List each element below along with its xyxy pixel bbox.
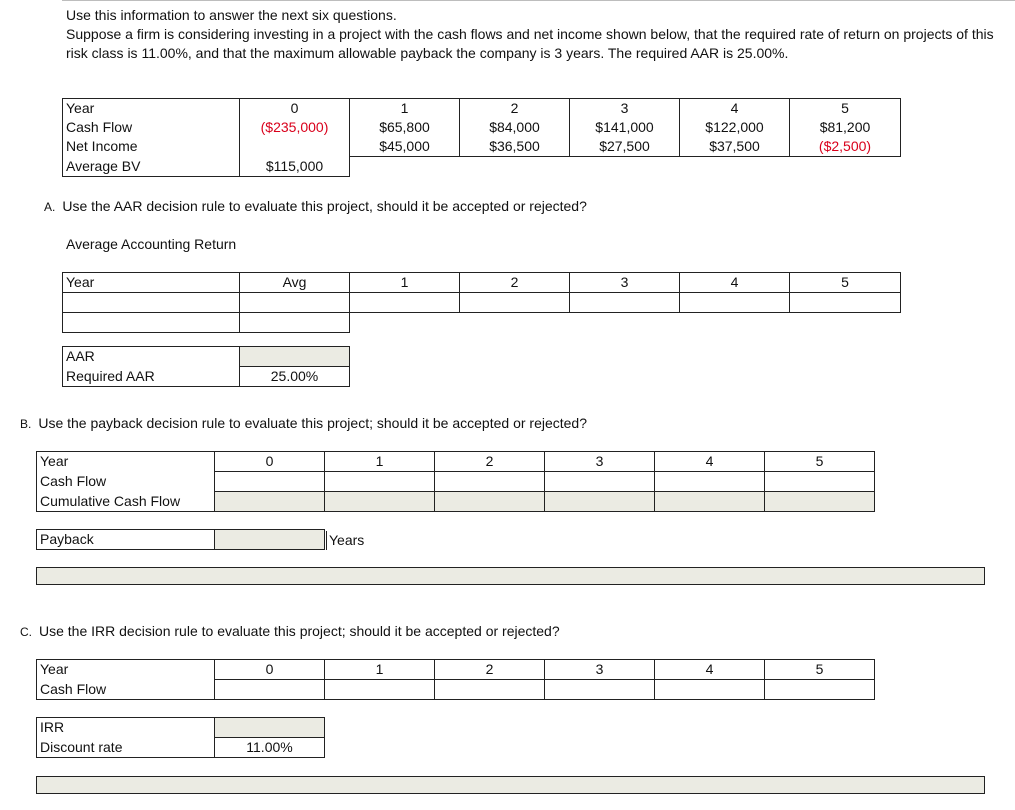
aar-result-table bbox=[62, 346, 350, 387]
payback-cumulative-row bbox=[37, 492, 875, 512]
question-a bbox=[44, 198, 587, 214]
aar-answer-cell[interactable] bbox=[240, 347, 350, 367]
info-table bbox=[62, 98, 901, 177]
payback-table bbox=[36, 451, 875, 512]
info-netincome-row bbox=[63, 137, 901, 157]
irr-answer-cell[interactable] bbox=[215, 718, 325, 738]
aar-cell[interactable] bbox=[570, 293, 680, 313]
irr-result-table bbox=[36, 717, 325, 758]
aar-avg-label: Avg bbox=[240, 273, 350, 293]
payback-cashflow-row bbox=[37, 472, 875, 492]
info-netincome-label: Net Income bbox=[63, 137, 240, 157]
payback-cumulative-cell[interactable] bbox=[215, 492, 325, 512]
payback-result-table bbox=[36, 529, 325, 550]
info-cashflow-3: $141,000 bbox=[570, 118, 680, 137]
aar-year-2: 2 bbox=[460, 273, 570, 293]
required-aar-value: 25.00% bbox=[240, 367, 350, 387]
irr-cashflow-cell[interactable] bbox=[545, 680, 655, 700]
irr-label: IRR bbox=[37, 718, 215, 738]
aar-label: AAR bbox=[63, 347, 240, 367]
payback-cashflow-cell[interactable] bbox=[435, 472, 545, 492]
info-year-3: 3 bbox=[570, 99, 680, 119]
irr-year-0: 0 bbox=[215, 660, 325, 680]
payback-years-unit: Years bbox=[326, 531, 364, 550]
irr-year-2: 2 bbox=[435, 660, 545, 680]
aar-cell[interactable] bbox=[63, 293, 240, 313]
info-year-5: 5 bbox=[790, 99, 901, 119]
payback-cumulative-cell[interactable] bbox=[545, 492, 655, 512]
info-cashflow-5: $81,200 bbox=[790, 118, 901, 137]
info-cashflow-0: ($235,000) bbox=[240, 118, 350, 137]
payback-year-row bbox=[37, 452, 875, 472]
aar-table bbox=[62, 272, 901, 333]
aar-subheading: Average Accounting Return bbox=[66, 236, 237, 252]
aar-year-5: 5 bbox=[790, 273, 901, 293]
question-b-text: Use the payback decision rule to evaluate this project; should it be accepted or rejected? bbox=[38, 415, 588, 431]
info-netincome-1: $45,000 bbox=[350, 137, 460, 157]
payback-decision-bar[interactable] bbox=[36, 567, 985, 585]
aar-year-4: 4 bbox=[680, 273, 790, 293]
irr-table bbox=[36, 659, 875, 700]
intro-line-1: Use this information to answer the next six questions. bbox=[66, 7, 397, 23]
aar-cell[interactable] bbox=[460, 293, 570, 313]
info-netincome-3: $27,500 bbox=[570, 137, 680, 157]
aar-input-row-2[interactable] bbox=[63, 313, 901, 333]
info-netincome-2: $36,500 bbox=[460, 137, 570, 157]
payback-year-4: 4 bbox=[655, 452, 765, 472]
payback-cashflow-cell[interactable] bbox=[655, 472, 765, 492]
info-year-0: 0 bbox=[240, 99, 350, 119]
payback-cumulative-cell[interactable] bbox=[655, 492, 765, 512]
irr-year-1: 1 bbox=[325, 660, 435, 680]
question-c-text: Use the IRR decision rule to evaluate this project; should it be accepted or rejected? bbox=[39, 623, 560, 639]
info-cashflow-2: $84,000 bbox=[460, 118, 570, 137]
info-cashflow-4: $122,000 bbox=[680, 118, 790, 137]
info-year-4: 4 bbox=[680, 99, 790, 119]
irr-cashflow-cell[interactable] bbox=[435, 680, 545, 700]
irr-decision-bar[interactable] bbox=[36, 776, 985, 794]
intro-text bbox=[66, 6, 1006, 63]
aar-year-label: Year bbox=[63, 273, 240, 293]
aar-year-3: 3 bbox=[570, 273, 680, 293]
irr-cashflow-cell[interactable] bbox=[325, 680, 435, 700]
info-avgbv-row bbox=[63, 157, 901, 177]
question-a-text: Use the AAR decision rule to evaluate this project, should it be accepted or rejected? bbox=[62, 198, 587, 214]
question-c-letter: C. bbox=[20, 625, 32, 639]
payback-cashflow-cell[interactable] bbox=[765, 472, 875, 492]
payback-cumulative-cell[interactable] bbox=[765, 492, 875, 512]
required-aar-label: Required AAR bbox=[63, 367, 240, 387]
info-avgbv-label: Average BV bbox=[63, 157, 240, 177]
discount-rate-label: Discount rate bbox=[37, 738, 215, 758]
info-cashflow-1: $65,800 bbox=[350, 118, 460, 137]
aar-cell[interactable] bbox=[240, 293, 350, 313]
payback-label: Payback bbox=[37, 530, 215, 550]
intro-line-2: Suppose a firm is considering investing in a project with the cash flows and net income shown below, that the required rate of return on projects of this risk class is 11.00%, and that the maximum allowable payback the company is 3 years. The required AAR is 25.00%. bbox=[66, 26, 994, 61]
top-rule bbox=[62, 0, 1015, 1]
payback-cashflow-cell[interactable] bbox=[325, 472, 435, 492]
info-year-2: 2 bbox=[460, 99, 570, 119]
info-netincome-4: $37,500 bbox=[680, 137, 790, 157]
irr-cashflow-cell[interactable] bbox=[655, 680, 765, 700]
info-netincome-0 bbox=[240, 137, 350, 157]
aar-cell[interactable] bbox=[350, 293, 460, 313]
info-year-label: Year bbox=[63, 99, 240, 119]
payback-cashflow-label: Cash Flow bbox=[37, 472, 215, 492]
payback-answer-cell[interactable] bbox=[215, 530, 325, 550]
payback-cumulative-label: Cumulative Cash Flow bbox=[37, 492, 215, 512]
question-b bbox=[20, 415, 587, 431]
irr-year-row bbox=[37, 660, 875, 680]
aar-cell[interactable] bbox=[790, 293, 901, 313]
info-year-row bbox=[63, 99, 901, 119]
aar-cell[interactable] bbox=[680, 293, 790, 313]
irr-year-label: Year bbox=[37, 660, 215, 680]
question-a-letter: A. bbox=[44, 200, 56, 214]
payback-year-1: 1 bbox=[325, 452, 435, 472]
payback-cumulative-cell[interactable] bbox=[435, 492, 545, 512]
info-cashflow-row bbox=[63, 118, 901, 137]
question-c bbox=[20, 623, 560, 639]
aar-year-row bbox=[63, 273, 901, 293]
irr-cashflow-label: Cash Flow bbox=[37, 680, 215, 700]
aar-cell[interactable] bbox=[240, 313, 350, 333]
irr-year-5: 5 bbox=[765, 660, 875, 680]
payback-cumulative-cell[interactable] bbox=[325, 492, 435, 512]
payback-cashflow-cell[interactable] bbox=[545, 472, 655, 492]
info-cashflow-label: Cash Flow bbox=[63, 118, 240, 137]
irr-cashflow-cell[interactable] bbox=[765, 680, 875, 700]
payback-year-0: 0 bbox=[215, 452, 325, 472]
question-b-letter: B. bbox=[20, 417, 32, 431]
discount-rate-value: 11.00% bbox=[215, 738, 325, 758]
irr-year-3: 3 bbox=[545, 660, 655, 680]
info-netincome-5: ($2,500) bbox=[790, 137, 901, 157]
aar-input-row-1[interactable] bbox=[63, 293, 901, 313]
irr-year-4: 4 bbox=[655, 660, 765, 680]
payback-year-label: Year bbox=[37, 452, 215, 472]
aar-year-1: 1 bbox=[350, 273, 460, 293]
info-year-1: 1 bbox=[350, 99, 460, 119]
payback-year-2: 2 bbox=[435, 452, 545, 472]
irr-cashflow-row bbox=[37, 680, 875, 700]
aar-cell[interactable] bbox=[63, 313, 240, 333]
payback-year-5: 5 bbox=[765, 452, 875, 472]
payback-year-3: 3 bbox=[545, 452, 655, 472]
info-avgbv-value: $115,000 bbox=[240, 157, 350, 177]
irr-cashflow-cell[interactable] bbox=[215, 680, 325, 700]
payback-cashflow-cell[interactable] bbox=[215, 472, 325, 492]
